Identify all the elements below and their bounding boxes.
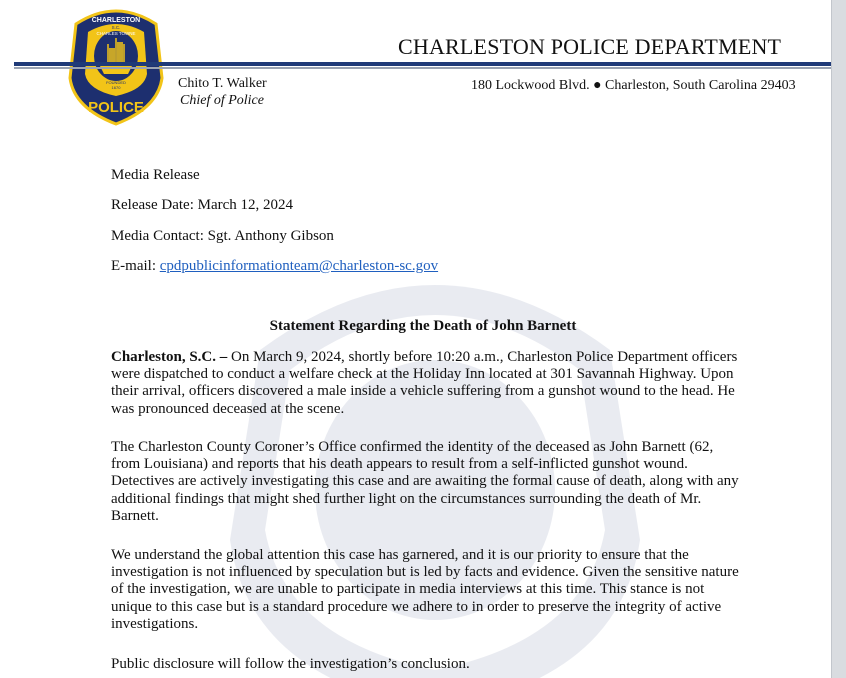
department-title: CHARLESTON POLICE DEPARTMENT [398,34,782,59]
paragraph-1-text: On March 9, 2024, shortly before 10:20 a.m., Charleston Police Department officers were dispatched to conduct a welfare check at the Holiday Inn located at 301 Savannah Highway. Upon their arrival, officers discovered a male inside a vehicle suffering from a gunshot wound to the head. He was pronounced deceased at the scene. [111,349,738,417]
release-date: Release Date: March 12, 2024 [111,197,294,213]
viewer-edge [831,0,846,678]
paragraph-4: Public disclosure will follow the investigation’s conclusion. [111,656,470,672]
statement-headline: Statement Regarding the Death of John Barnett [269,318,577,334]
badge-bottom-text: POLICE [88,99,144,116]
badge-founded-text: FOUNDED [106,80,126,85]
email-label: E-mail: [111,258,156,274]
header-rule [14,62,832,66]
paragraph-1 [111,349,739,418]
department-address: 180 Lockwood Blvd. ● Charleston, South Carolina 29403 [471,78,796,93]
badge-top-text: CHARLESTON [91,17,141,24]
email-line [111,258,438,275]
release-type: Media Release [111,167,200,183]
header-rule-secondary [14,67,832,69]
media-contact: Media Contact: Sgt. Anthony Gibson [111,228,334,244]
badge-sub-text: CHARLES TOWNE [96,31,136,36]
chief-title: Chief of Police [180,93,264,108]
badge-year-text: 1670 [111,85,121,90]
email-link[interactable]: cpdpublicinformationteam@charleston-sc.gov [159,258,439,274]
dateline: Charleston, S.C. – [111,349,228,365]
badge-state-text: S.C. [111,25,121,30]
paragraph-3: We understand the global attention this case has garnered, and it is our priority to ensure that the investigation is not influenced by speculation but is led by facts and evidence. Given the sensitive nature of the investigation, we are unable to participate in media interviews at this time. This stance is not unique to this case but is a standard procedure we adhere to in order to preserve the integrity of active investigations. [111,547,739,632]
paragraph-2: The Charleston County Coroner’s Office confirmed the identity of the deceased as John Barnett (62, from Louisiana) and reports that his death appears to result from a self-inflicted gunshot wound. Detectives are actively investigating this case and are awaiting the formal cause of death, along with any additional findings that might shed further light on the circumstances surrounding the death of Mr. Barnett. [111,439,739,524]
chief-name: Chito T. Walker [178,76,267,91]
